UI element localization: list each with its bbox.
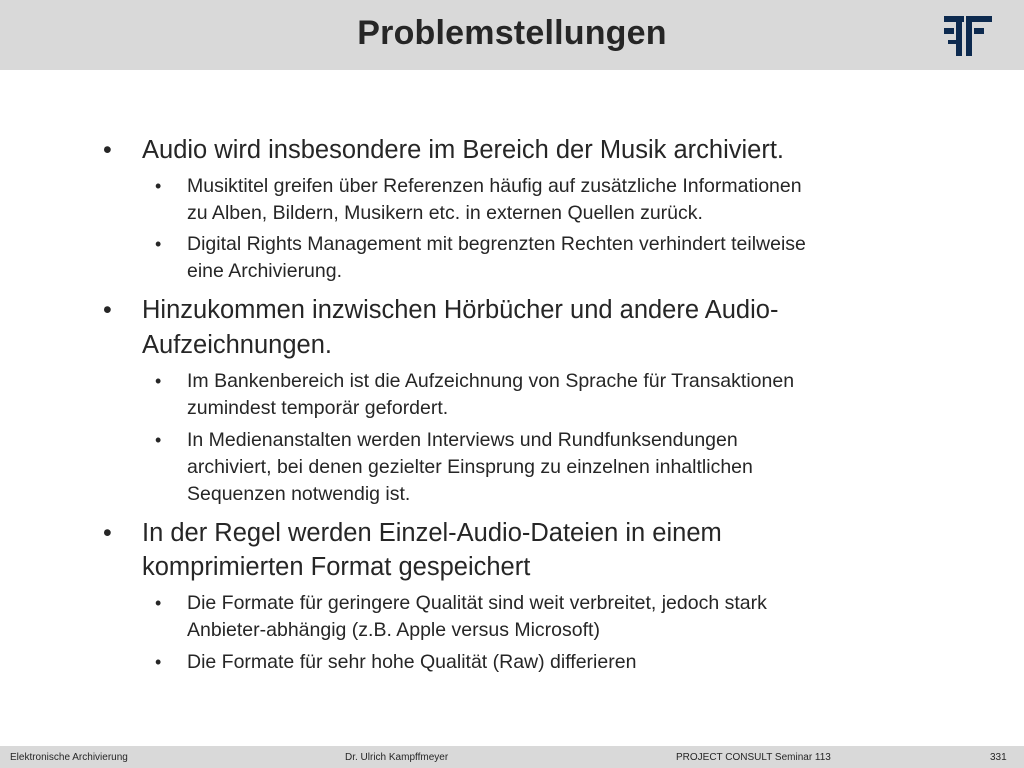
sub-bullet-marker: • xyxy=(155,234,162,254)
footer-author: Dr. Ulrich Kampffmeyer xyxy=(345,752,449,763)
sub-bullet-marker: • xyxy=(155,593,162,613)
bullet-line: Aufzeichnungen. xyxy=(142,331,332,359)
sub-bullet-line: Digital Rights Management mit begrenzten Rechten verhindert teilweise xyxy=(187,233,806,255)
sub-bullet-line: zumindest temporär gefordert. xyxy=(187,397,449,419)
sub-bullet-line: Musiktitel greifen über Referenzen häufig auf zusätzliche Informationen xyxy=(187,175,802,197)
sub-bullet-line: Die Formate für geringere Qualität sind weit verbreitet, jedoch stark xyxy=(187,592,767,614)
sub-bullet-line: eine Archivierung. xyxy=(187,260,343,282)
bullet-text: Audio wird insbesondere im Bereich der Musik archiviert. xyxy=(142,136,785,164)
footer-course: Elektronische Archivierung xyxy=(10,752,128,763)
bullet-line: komprimierten Format gespeichert xyxy=(142,553,531,581)
sub-bullet-marker: • xyxy=(155,652,162,672)
sub-bullet-line: Die Formate für sehr hohe Qualität (Raw) differieren xyxy=(187,651,637,673)
sub-bullet-line: In Medienanstalten werden Interviews und Rundfunksendungen xyxy=(187,429,738,451)
bullet-marker: • xyxy=(103,519,112,547)
sub-bullet-marker: • xyxy=(155,430,162,450)
bullet-line: In der Regel werden Einzel-Audio-Dateien in einem xyxy=(142,519,722,547)
sub-bullet-marker: • xyxy=(155,176,162,196)
footer-seminar: PROJECT CONSULT Seminar 113 xyxy=(676,752,831,763)
sub-bullet-marker: • xyxy=(155,371,162,391)
bullet-marker: • xyxy=(103,296,112,324)
bullet-line: Hinzukommen inzwischen Hörbücher und andere Audio- xyxy=(142,296,779,324)
footer-page-number: 331 xyxy=(990,752,1007,763)
sub-bullet-line: zu Alben, Bildern, Musikern etc. in externen Quellen zurück. xyxy=(187,202,703,224)
sub-bullet-line: Anbieter-abhängig (z.B. Apple versus Microsoft) xyxy=(187,619,600,641)
bullet-marker: • xyxy=(103,136,112,164)
footer-bar xyxy=(0,746,1024,768)
sub-bullet-line: Sequenzen notwendig ist. xyxy=(187,483,411,505)
slide-title: Problemstellungen xyxy=(357,14,667,52)
sub-bullet-line: Im Bankenbereich ist die Aufzeichnung von Sprache für Transaktionen xyxy=(187,370,795,392)
sub-bullet-line: archiviert, bei denen gezielter Einsprung zu einzelnen inhaltlichen xyxy=(187,456,753,478)
